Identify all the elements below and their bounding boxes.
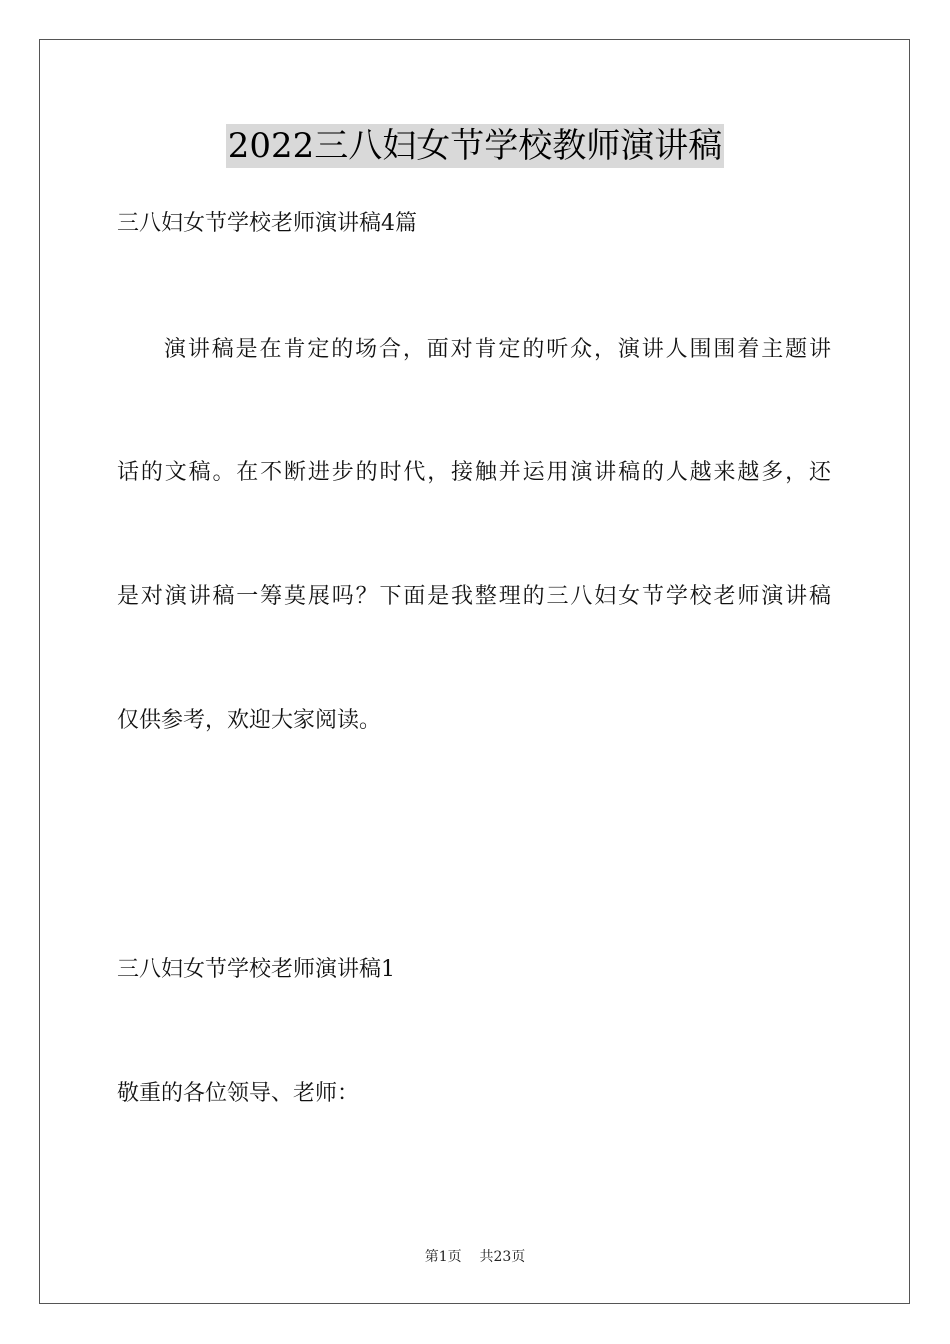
document-title: 2022三八妇女节学校教师演讲稿 [227,126,723,166]
salutation: 敬重的各位领导、老师： [117,1081,360,1106]
section-heading: 三八妇女节学校老师演讲稿1 [117,957,395,982]
document-subtitle: 三八妇女节学校老师演讲稿4篇 [117,211,417,236]
intro-line-2: 话的文稿。在不断进步的时代，接触并运用演讲稿的人越来越多，还 [117,460,832,485]
intro-line-3: 是对演讲稿一筹莫展吗？下面是我整理的三八妇女节学校老师演讲稿 [117,584,832,609]
intro-line-4: 仅供参考，欢迎大家阅读。 [117,708,382,733]
page-number-footer: 第1页 共23页 [424,1249,526,1265]
title-container [0,124,950,168]
intro-line-1: 演讲稿是在肯定的场合，面对肯定的听众，演讲人围围着主题讲 [164,337,832,362]
